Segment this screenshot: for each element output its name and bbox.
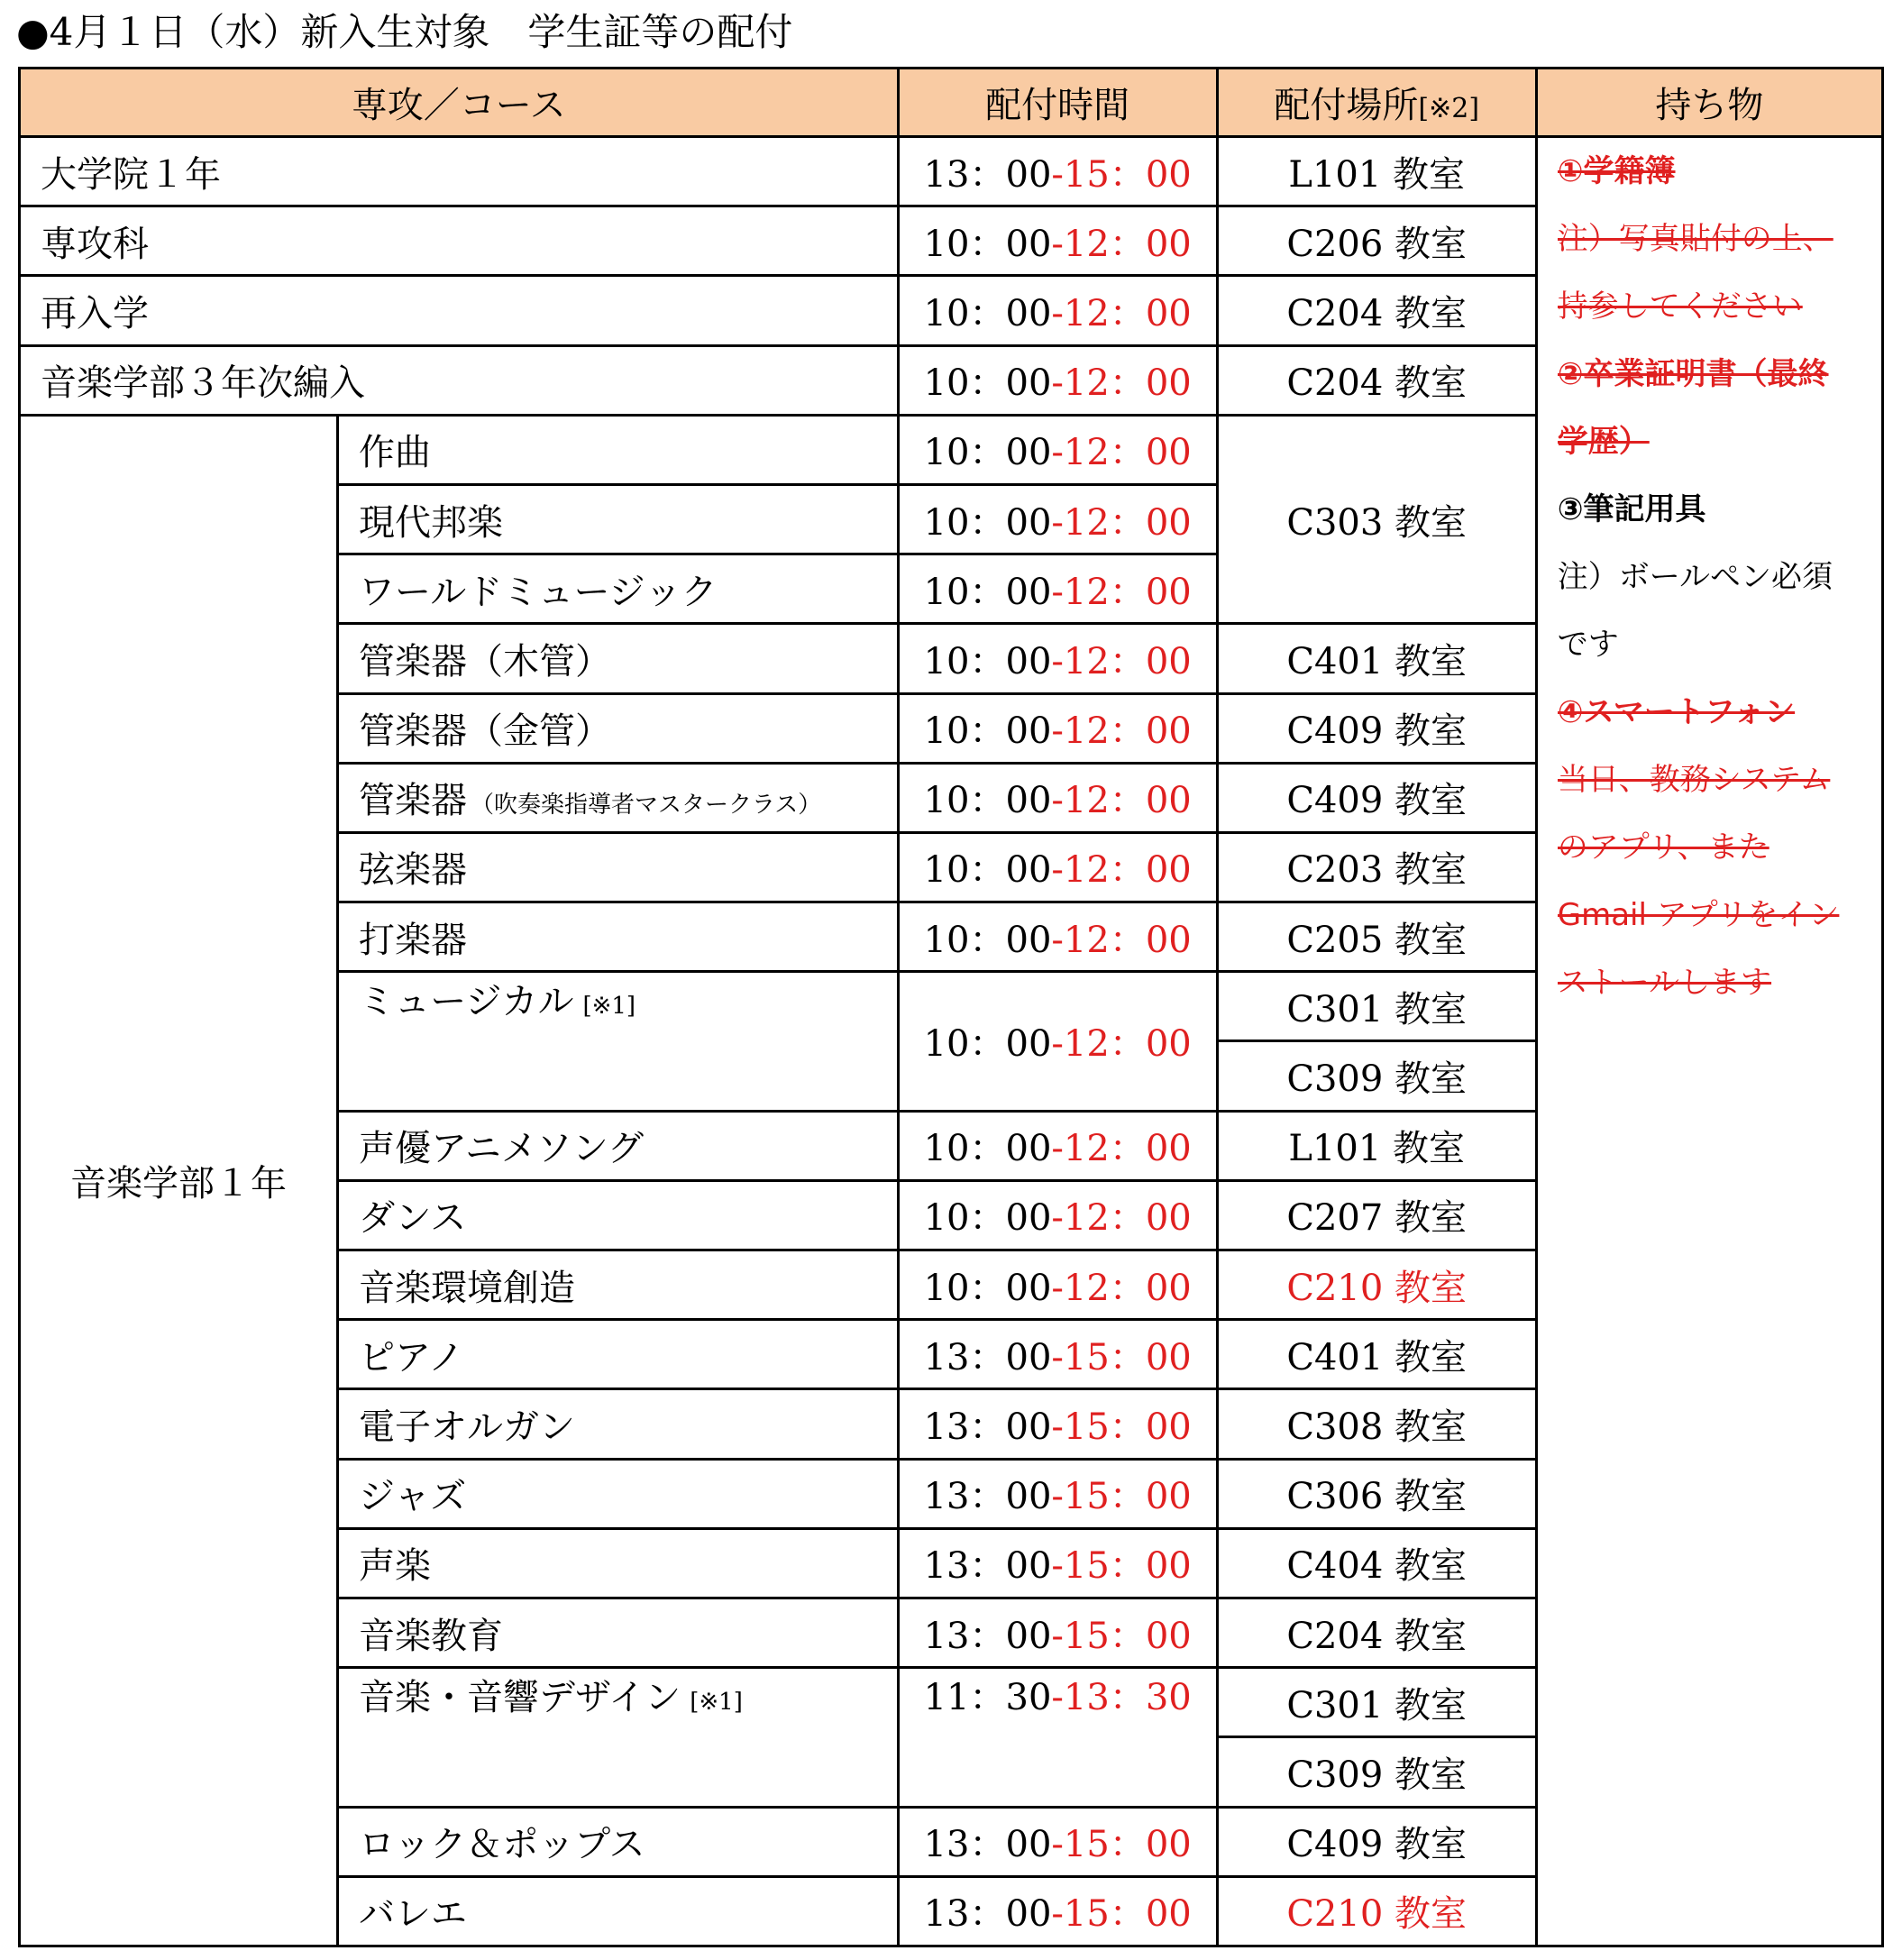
course-name: 管楽器（金管） bbox=[338, 693, 899, 763]
row-name: 音楽学部３年次編入 bbox=[20, 345, 899, 415]
row-room: C206 教室 bbox=[1217, 206, 1536, 276]
course-name: ピアノ bbox=[338, 1320, 899, 1389]
course-room: C210 教室 bbox=[1217, 1876, 1536, 1946]
course-time: 13：00-15：00 bbox=[898, 1459, 1217, 1528]
course-name-note: （吹奏楽指導者マスタークラス） bbox=[471, 792, 822, 820]
items-cell bbox=[1536, 137, 1882, 1946]
course-time: 10：00-12：00 bbox=[898, 832, 1217, 902]
row-name: 再入学 bbox=[20, 276, 899, 345]
schedule-table bbox=[18, 67, 1884, 1947]
table-row bbox=[20, 137, 1883, 206]
row-time: 10：00-12：00 bbox=[898, 276, 1217, 345]
course-room: C409 教室 bbox=[1217, 1807, 1536, 1876]
course-name: 弦楽器 bbox=[338, 832, 899, 902]
course-time: 10：00-12：00 bbox=[898, 1180, 1217, 1250]
item-line: 持参してください bbox=[1557, 289, 1803, 325]
group-label: 音楽学部１年 bbox=[20, 415, 338, 1946]
course-time: 10：00-12：00 bbox=[898, 902, 1217, 972]
item-line: ③筆記用具 bbox=[1557, 491, 1706, 527]
row-time: 10：00-12：00 bbox=[898, 206, 1217, 276]
course-name-note: [※1] bbox=[582, 993, 636, 1021]
page-title: ●4月１日（水）新入生対象 学生証等の配付 bbox=[16, 10, 793, 54]
course-time: 11：30-13：30 bbox=[898, 1668, 1217, 1807]
course-room: C401 教室 bbox=[1217, 624, 1536, 693]
course-room: C205 教室 bbox=[1217, 902, 1536, 972]
item-line: 当日、教務システム bbox=[1557, 762, 1831, 798]
course-time: 13：00-15：00 bbox=[898, 1598, 1217, 1667]
course-time: 13：00-15：00 bbox=[898, 1876, 1217, 1946]
course-name: ミュージカル [※1] bbox=[338, 972, 899, 1111]
row-time: 10：00-12：00 bbox=[898, 345, 1217, 415]
course-room: C207 教室 bbox=[1217, 1180, 1536, 1250]
course-room: C301 教室 bbox=[1217, 1668, 1536, 1737]
header-course: 専攻／コース bbox=[20, 69, 899, 137]
course-room: C210 教室 bbox=[1217, 1250, 1536, 1320]
item-line: Gmail アプリをイン bbox=[1557, 897, 1840, 933]
item-line: ④スマートフォン bbox=[1557, 694, 1796, 730]
item-line: ①学籍簿 bbox=[1557, 153, 1676, 189]
header-place-note: [※2] bbox=[1418, 93, 1480, 124]
course-name: 電子オルガン bbox=[338, 1389, 899, 1459]
item-line: ②卒業証明書（最終 bbox=[1557, 356, 1829, 392]
row-room: C204 教室 bbox=[1217, 345, 1536, 415]
course-room: C306 教室 bbox=[1217, 1459, 1536, 1528]
course-room: C203 教室 bbox=[1217, 832, 1536, 902]
item-line: です bbox=[1557, 627, 1619, 663]
course-name: 管楽器 （吹奏楽指導者マスタークラス） bbox=[338, 763, 899, 832]
course-room: C309 教室 bbox=[1217, 1737, 1536, 1807]
course-name: 作曲 bbox=[338, 415, 899, 484]
course-name: 音楽環境創造 bbox=[338, 1250, 899, 1320]
row-name: 専攻科 bbox=[20, 206, 899, 276]
row-room: C204 教室 bbox=[1217, 276, 1536, 345]
course-name-note: [※1] bbox=[690, 1689, 743, 1717]
course-time: 10：00-12：00 bbox=[898, 693, 1217, 763]
course-name: 打楽器 bbox=[338, 902, 899, 972]
header-time: 配付時間 bbox=[898, 69, 1217, 137]
course-name: ダンス bbox=[338, 1180, 899, 1250]
course-name: ワールドミュージック bbox=[338, 554, 899, 624]
course-time: 10：00-12：00 bbox=[898, 1111, 1217, 1180]
row-time: 13：00-15：00 bbox=[898, 137, 1217, 206]
course-time: 10：00-12：00 bbox=[898, 763, 1217, 832]
item-line: 注）写真貼付の上、 bbox=[1557, 221, 1833, 257]
course-time: 13：00-15：00 bbox=[898, 1320, 1217, 1389]
course-time: 10：00-12：00 bbox=[898, 484, 1217, 554]
course-room: C204 教室 bbox=[1217, 1598, 1536, 1667]
course-time: 10：00-12：00 bbox=[898, 554, 1217, 624]
course-room: C404 教室 bbox=[1217, 1528, 1536, 1598]
course-name: バレエ bbox=[338, 1876, 899, 1946]
course-name: ロック＆ポップス bbox=[338, 1807, 899, 1876]
row-name: 大学院１年 bbox=[20, 137, 899, 206]
header-items: 持ち物 bbox=[1536, 69, 1882, 137]
item-line: のアプリ、また bbox=[1557, 829, 1769, 866]
course-room: C409 教室 bbox=[1217, 693, 1536, 763]
header-place-label: 配付場所 bbox=[1274, 85, 1419, 126]
course-time: 13：00-15：00 bbox=[898, 1528, 1217, 1598]
course-time: 13：00-15：00 bbox=[898, 1389, 1217, 1459]
course-room: C409 教室 bbox=[1217, 763, 1536, 832]
course-name: 声優アニメソング bbox=[338, 1111, 899, 1180]
course-time: 10：00-12：00 bbox=[898, 972, 1217, 1111]
course-room: L101 教室 bbox=[1217, 1111, 1536, 1180]
course-name: 声楽 bbox=[338, 1528, 899, 1598]
table-header-row bbox=[20, 69, 1883, 137]
course-time: 13：00-15：00 bbox=[898, 1807, 1217, 1876]
course-room: C308 教室 bbox=[1217, 1389, 1536, 1459]
course-name: 現代邦楽 bbox=[338, 484, 899, 554]
course-room: C309 教室 bbox=[1217, 1041, 1536, 1111]
course-name: ジャズ bbox=[338, 1459, 899, 1528]
course-time: 10：00-12：00 bbox=[898, 1250, 1217, 1320]
item-line: 注）ボールペン必須 bbox=[1557, 559, 1833, 595]
course-name: 音楽教育 bbox=[338, 1598, 899, 1667]
course-name: 管楽器（木管） bbox=[338, 624, 899, 693]
course-time: 10：00-12：00 bbox=[898, 624, 1217, 693]
course-room: C303 教室 bbox=[1217, 415, 1536, 624]
item-line: ストールします bbox=[1557, 965, 1772, 1001]
course-room: C401 教室 bbox=[1217, 1320, 1536, 1389]
course-time: 10：00-12：00 bbox=[898, 415, 1217, 484]
item-line: 学歴） bbox=[1557, 424, 1650, 460]
row-room: L101 教室 bbox=[1217, 137, 1536, 206]
header-place bbox=[1217, 69, 1536, 137]
course-room: C301 教室 bbox=[1217, 972, 1536, 1041]
course-name: 音楽・音響デザイン [※1] bbox=[338, 1668, 899, 1807]
